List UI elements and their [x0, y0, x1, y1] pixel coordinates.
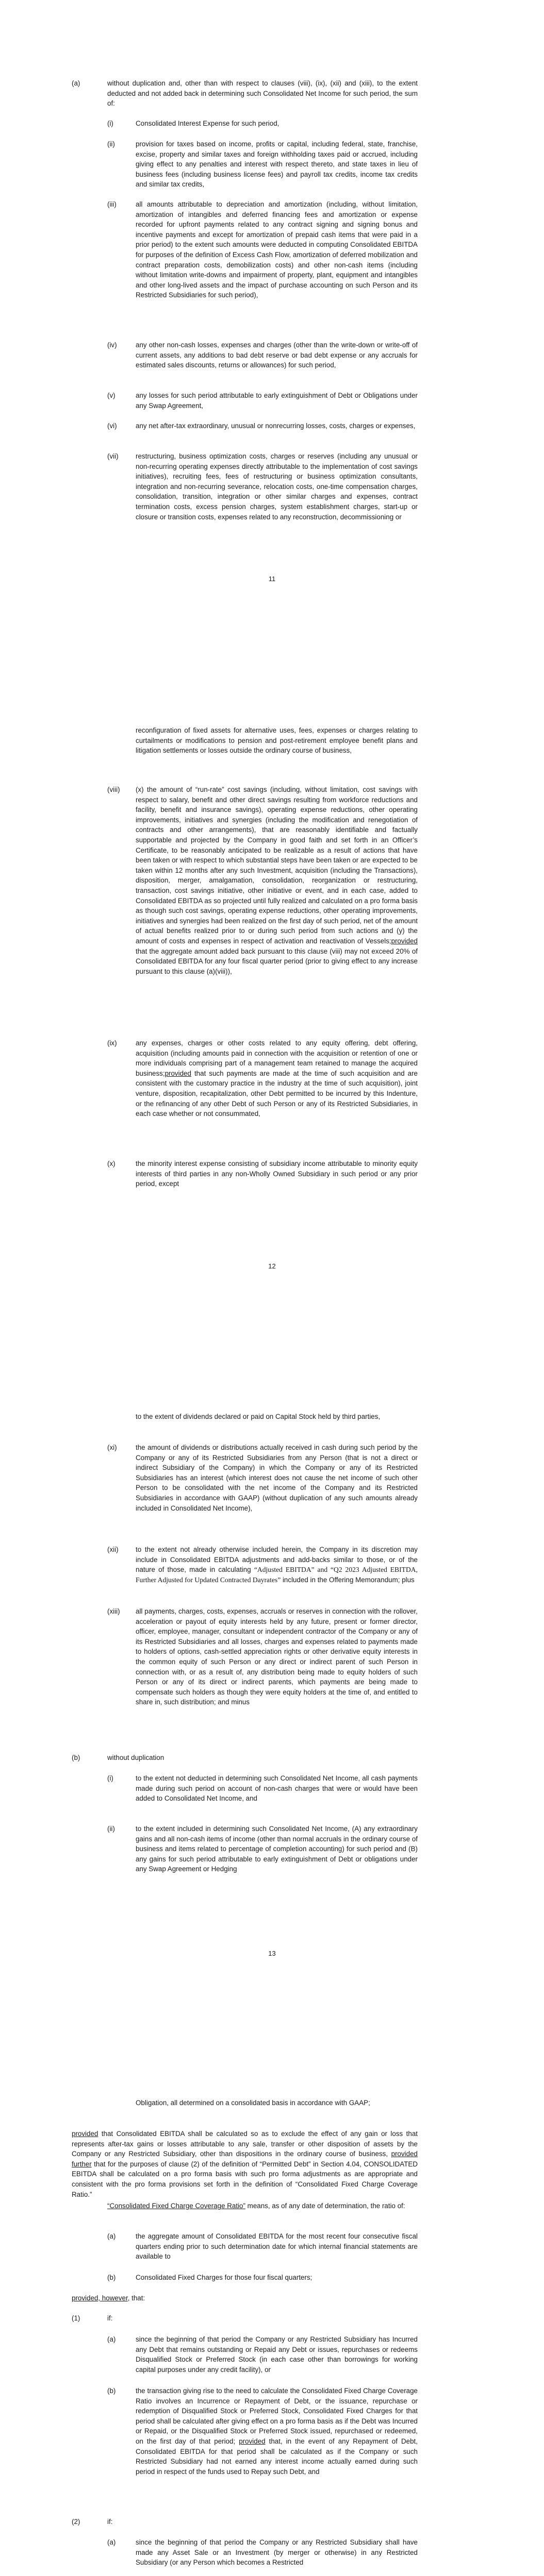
item-text-ix: any expenses, charges or other costs related to any equity offering, debt offering, acquisition (including amounts paid in connection with the acquisition or retention of one or more individuals comprising part of a management team retained to manage the acquired business;provided that such payments are made at the time of such acquisition and are consistent with the customary practice in the industry at the time of such acquisition), joint venture, disposition, recapitalization, other Debt permitted to be incurred by this Indenture, or the refinancing of any other Debt of such Person or any of its Restricted Subsidiaries, in each case whether or not consummated,	[136, 1039, 418, 1118]
item-text: provision for taxes based on income, profits or capital, including federal, state, franchise, excise, property and similar taxes and foreign withholding taxes paid or accrued, including giving effect to any penalties and interest with respect thereto, and state taxes in lieu of business fees (including business license fees) and payroll tax credits, income tax credits and similar tax credits,	[136, 140, 418, 189]
item-marker: (ii)	[107, 1825, 115, 1833]
clause-marker: (a)	[72, 79, 80, 87]
item-text: to the extent included in determining such Consolidated Net Income, (A) any extraordinary gains and all non-cash items of income (other than normal accruals in the ordinary course of business and items related to percentage of completion accounting) for such period and (B) any gains for such period attributable to early extinguishment of Debt or obligations under any Swap Agreement or Hedging	[136, 1825, 418, 1873]
item-text-xi: the amount of dividends or distributions actually received in cash during such period by the Company or any of its Restricted Subsidiaries from any Person (that is not a direct or indirect Subsidiary of the Company) in which the Company or any of its Restricted Subsidiaries has an interest (which interest does not cause the net income of such other Person to be consolidated with the net income of the Company and its Restricted Subsidiaries in accordance with GAAP) (without duplication of any such amounts already included in Consolidated Net Income),	[136, 1444, 418, 1512]
item-marker: (xii)	[107, 1546, 119, 1553]
provided-however: provided, however, that:	[72, 2294, 145, 2302]
item-text-xii: to the extent not already otherwise included herein, the Company in its discretion may include in Consolidated EBITDA adjustments and add-backs similar to those, or of the nature of those, made in calculating “Adjusted EBITDA” and “Q2 2023 Adjusted EBITDA, Further Adjusted for Updated Contracted Dayrates” included in the Offering Memorandum; plus	[136, 1546, 418, 1584]
item-marker: (viii)	[107, 786, 120, 793]
item-marker: (ii)	[107, 140, 115, 148]
clause-1-text: if:	[107, 2314, 113, 2322]
item-marker: (vii)	[107, 452, 119, 460]
item-marker: (b)	[107, 2274, 116, 2281]
continuation-text: to the extent of dividends declared or paid on Capital Stock held by third parties,	[136, 1413, 381, 1420]
item-text: since the beginning of that period the Company or any Restricted Subsidiary has Incurred any Debt that remains outstanding or Repaid any Debt or issues, repurchases or redeems Disqualified Stock or Preferred Stock (in each case other than borrowings for working capital purposes under any credit facility), or	[136, 2335, 418, 2374]
item-text-xiii: all payments, charges, costs, expenses, accruals or reserves in connection with the rollover, acceleration or payout of equity interests held by any future, present or former director, officer, employee, manager, consultant or independent contractor of the Company or any of its Restricted Subsidiaries and all losses, charges and expenses related to payments made to holders of options, cash-settled appreciation rights or other derivative equity interests in the common equity of such Person or any direct or indirect parent of such Person in connection with, or as a result of, any distribution being made to equity holders of such Person or any of its direct or indirect parents, which payments are being made to compensate such holders as though they were equity holders at the time of, and entitled to share in, such distribution; and minus	[136, 1607, 418, 1706]
item-marker: (iv)	[107, 341, 117, 349]
continuation-text: reconfiguration of fixed assets for alternative uses, fees, expenses or charges relating to curtailments or modifications to pension and post-retirement employee benefit plans and litigation settlements or losses outside the ordinary course of business,	[136, 726, 418, 755]
item-text: any losses for such period attributable to early extinguishment of Debt or Obligations under any Swap Agreement,	[136, 392, 418, 410]
clause-marker: (2)	[72, 2518, 80, 2526]
clause-b-text: without duplication	[107, 1754, 164, 1761]
clause-2-text: if:	[107, 2518, 113, 2526]
definition-paragraph: “Consolidated Fixed Charge Coverage Ratio” means, as of any date of determination, the ratio of:	[107, 2202, 405, 2210]
item-marker: (a)	[107, 2232, 116, 2240]
item-text: the transaction giving rise to the need to calculate the Consolidated Fixed Charge Coverage Ratio involves an Incurrence or Repayment of Debt, or the issuance, repurchase or redemption of Disqualified Stock or Preferred Stock, Consolidated Fixed Charges for that period shall be calculated after giving effect on a pro forma basis as if the Debt was Incurred or Repaid, or the Disqualified Stock or Preferred Stock issued, repurchased or redeemed, on the first day of that period; provided that, in the event of any Repayment of Debt, Consolidated EBITDA for that period shall be calculated as if the Company or such Restricted Subsidiary had not earned any interest income actually earned during such period in respect of the funds used to Repay such Debt, and	[136, 2387, 418, 2476]
item-marker: (v)	[107, 392, 116, 399]
item-marker: (x)	[107, 1160, 116, 1167]
item-marker: (vi)	[107, 422, 117, 430]
item-text-x: the minority interest expense consisting of subsidiary income attributable to minority equity interests of third parties in any non-Wholly Owned Subsidiary in such period or any prior period, except	[136, 1160, 418, 1188]
page-number: 11	[268, 575, 276, 583]
item-marker: (a)	[107, 2335, 116, 2343]
item-text: restructuring, business optimization costs, charges or reserves (including any unusual or non-recurring operating expenses directly attributable to the implementation of cost savings initiatives), recruiting fees, fees of restructuring or business optimization consultants, integration and non-recurring severance, relocation costs, one-time compensation charges, consolidation, transition, integration or other similar charges and expenses, contract termination costs, excess pension charges, system establishment charges, start-up or closure or transition costs, expenses related to any reconstruction, decommissioning or	[136, 452, 418, 521]
item-marker: (ix)	[107, 1039, 117, 1047]
page-number: 12	[268, 1262, 276, 1270]
page-number: 13	[268, 1950, 276, 1957]
item-text: since the beginning of that period the Company or any Restricted Subsidiary shall have made any Asset Sale or an Investment (by merger or otherwise) in any Restricted Subsidiary (or any Person which becomes a Restricted	[136, 2538, 418, 2567]
item-text: all amounts attributable to depreciation and amortization (including, without limitation, amortization of intangibles and deferred financing fees and amortization or expense recorded for upfront payments related to any contract signing and signing bonus and incentive payments and except for amortization of prepaid cash items that were paid in a prior period) to the extent such amounts were deducted in computing Consolidated EBITDA for purposes of the definition of Excess Cash Flow, amortization of deferred mobilization and contract preparation costs, demobilization costs) and other non-cash items (including without limitation write-downs and impairment of property, plant, equipment and intangibles and other long-lived assets and the impact of purchase accounting on such Person and its Restricted Subsidiaries for such period),	[136, 200, 418, 299]
item-marker: (iii)	[107, 200, 117, 208]
item-marker: (a)	[107, 2538, 116, 2546]
continuation-text: Obligation, all determined on a consolidated basis in accordance with GAAP;	[136, 2099, 370, 2107]
item-text: the aggregate amount of Consolidated EBITDA for the most recent four consecutive fiscal quarters ending prior to such determination date for which internal financial statements are available to	[136, 2232, 418, 2261]
clause-a-intro: without duplication and, other than with respect to clauses (viii), (ix), (xii) and (xiii), to the extent deducted and not added back in determining such Consolidated Net Income for such period, the sum of:	[107, 79, 418, 108]
item-text: to the extent not deducted in determining such Consolidated Net Income, all cash payments made during such period on account of non-cash charges that were or would have been added to Consolidated Net Income, and	[136, 1774, 418, 1803]
item-text: Consolidated Interest Expense for such period,	[136, 120, 279, 127]
clause-marker: (1)	[72, 2314, 80, 2322]
proviso-paragraph: provided that Consolidated EBITDA shall be calculated so as to exclude the effect of any gain or loss that represents after-tax gains or losses attributable to any sale, transfer or other disposition of assets by the Company or any Restricted Subsidiary, other than dispositions in the ordinary course of business, provided further that for the purposes of clause (2) of the definition of “Permitted Debt” in Section 4.04, CONSOLIDATED EBITDA shall be calculated on a pro forma basis with such pro forma adjustments as are appropriate and consistent with the pro forma provisions set forth in the definition of “Consolidated Fixed Charge Coverage Ratio.”	[72, 2130, 418, 2198]
item-text-viii: (x) the amount of “run-rate” cost savings (including, without limitation, cost savings with respect to salary, benefit and other direct savings resulting from workforce reductions and facility, benefit and insurance savings), operating expense reductions, other operating improvements, initiatives and synergies (including the modification and renegotiation of contracts and other arrangements), that are reasonably identifiable and factually supportable and projected by the Company in good faith and set forth in an Officer’s Certificate, to be reasonably anticipated to be realizable as a result of actions that have been taken or with respect to which substantial steps have been taken or are expected to be taken within 12 months after any such Investment, acquisition (including the Transactions), disposition, merger, amalgamation, consolidation, reorganization or restructuring, transaction, cost savings initiative, other initiative or event, and in each case, added to Consolidated EBITDA as so projected until fully realized and calculated on a pro forma basis as though such cost savings, operating expense reductions, other operating improvements, initiatives and synergies had been realized on the first day of such period, net of the amount of actual benefits realized prior to or during such period from such actions and (y) the amount of costs and expenses in respect of activation and reactivation of Vessels;provided that the aggregate amount added back pursuant to this clause (viii) may not exceed 20% of Consolidated EBITDA for any four fiscal quarter period (prior to giving effect to any increase pursuant to this clause (a)(viii)),	[136, 786, 418, 975]
item-marker: (i)	[107, 1774, 113, 1782]
item-text: any other non-cash losses, expenses and charges (other than the write-down or write-off of current assets, any additions to bad debt reserve or bad debt expense or any accruals for estimated sales discounts, returns or allowances) for such period,	[136, 341, 418, 369]
clause-marker: (b)	[72, 1754, 80, 1761]
item-marker: (b)	[107, 2387, 116, 2395]
item-marker: (xi)	[107, 1444, 117, 1451]
item-marker: (i)	[107, 120, 113, 127]
item-text: Consolidated Fixed Charges for those four fiscal quarters;	[136, 2274, 312, 2281]
item-text: any net after-tax extraordinary, unusual or nonrecurring losses, costs, charges or expenses,	[136, 422, 416, 430]
item-marker: (xiii)	[107, 1607, 120, 1615]
